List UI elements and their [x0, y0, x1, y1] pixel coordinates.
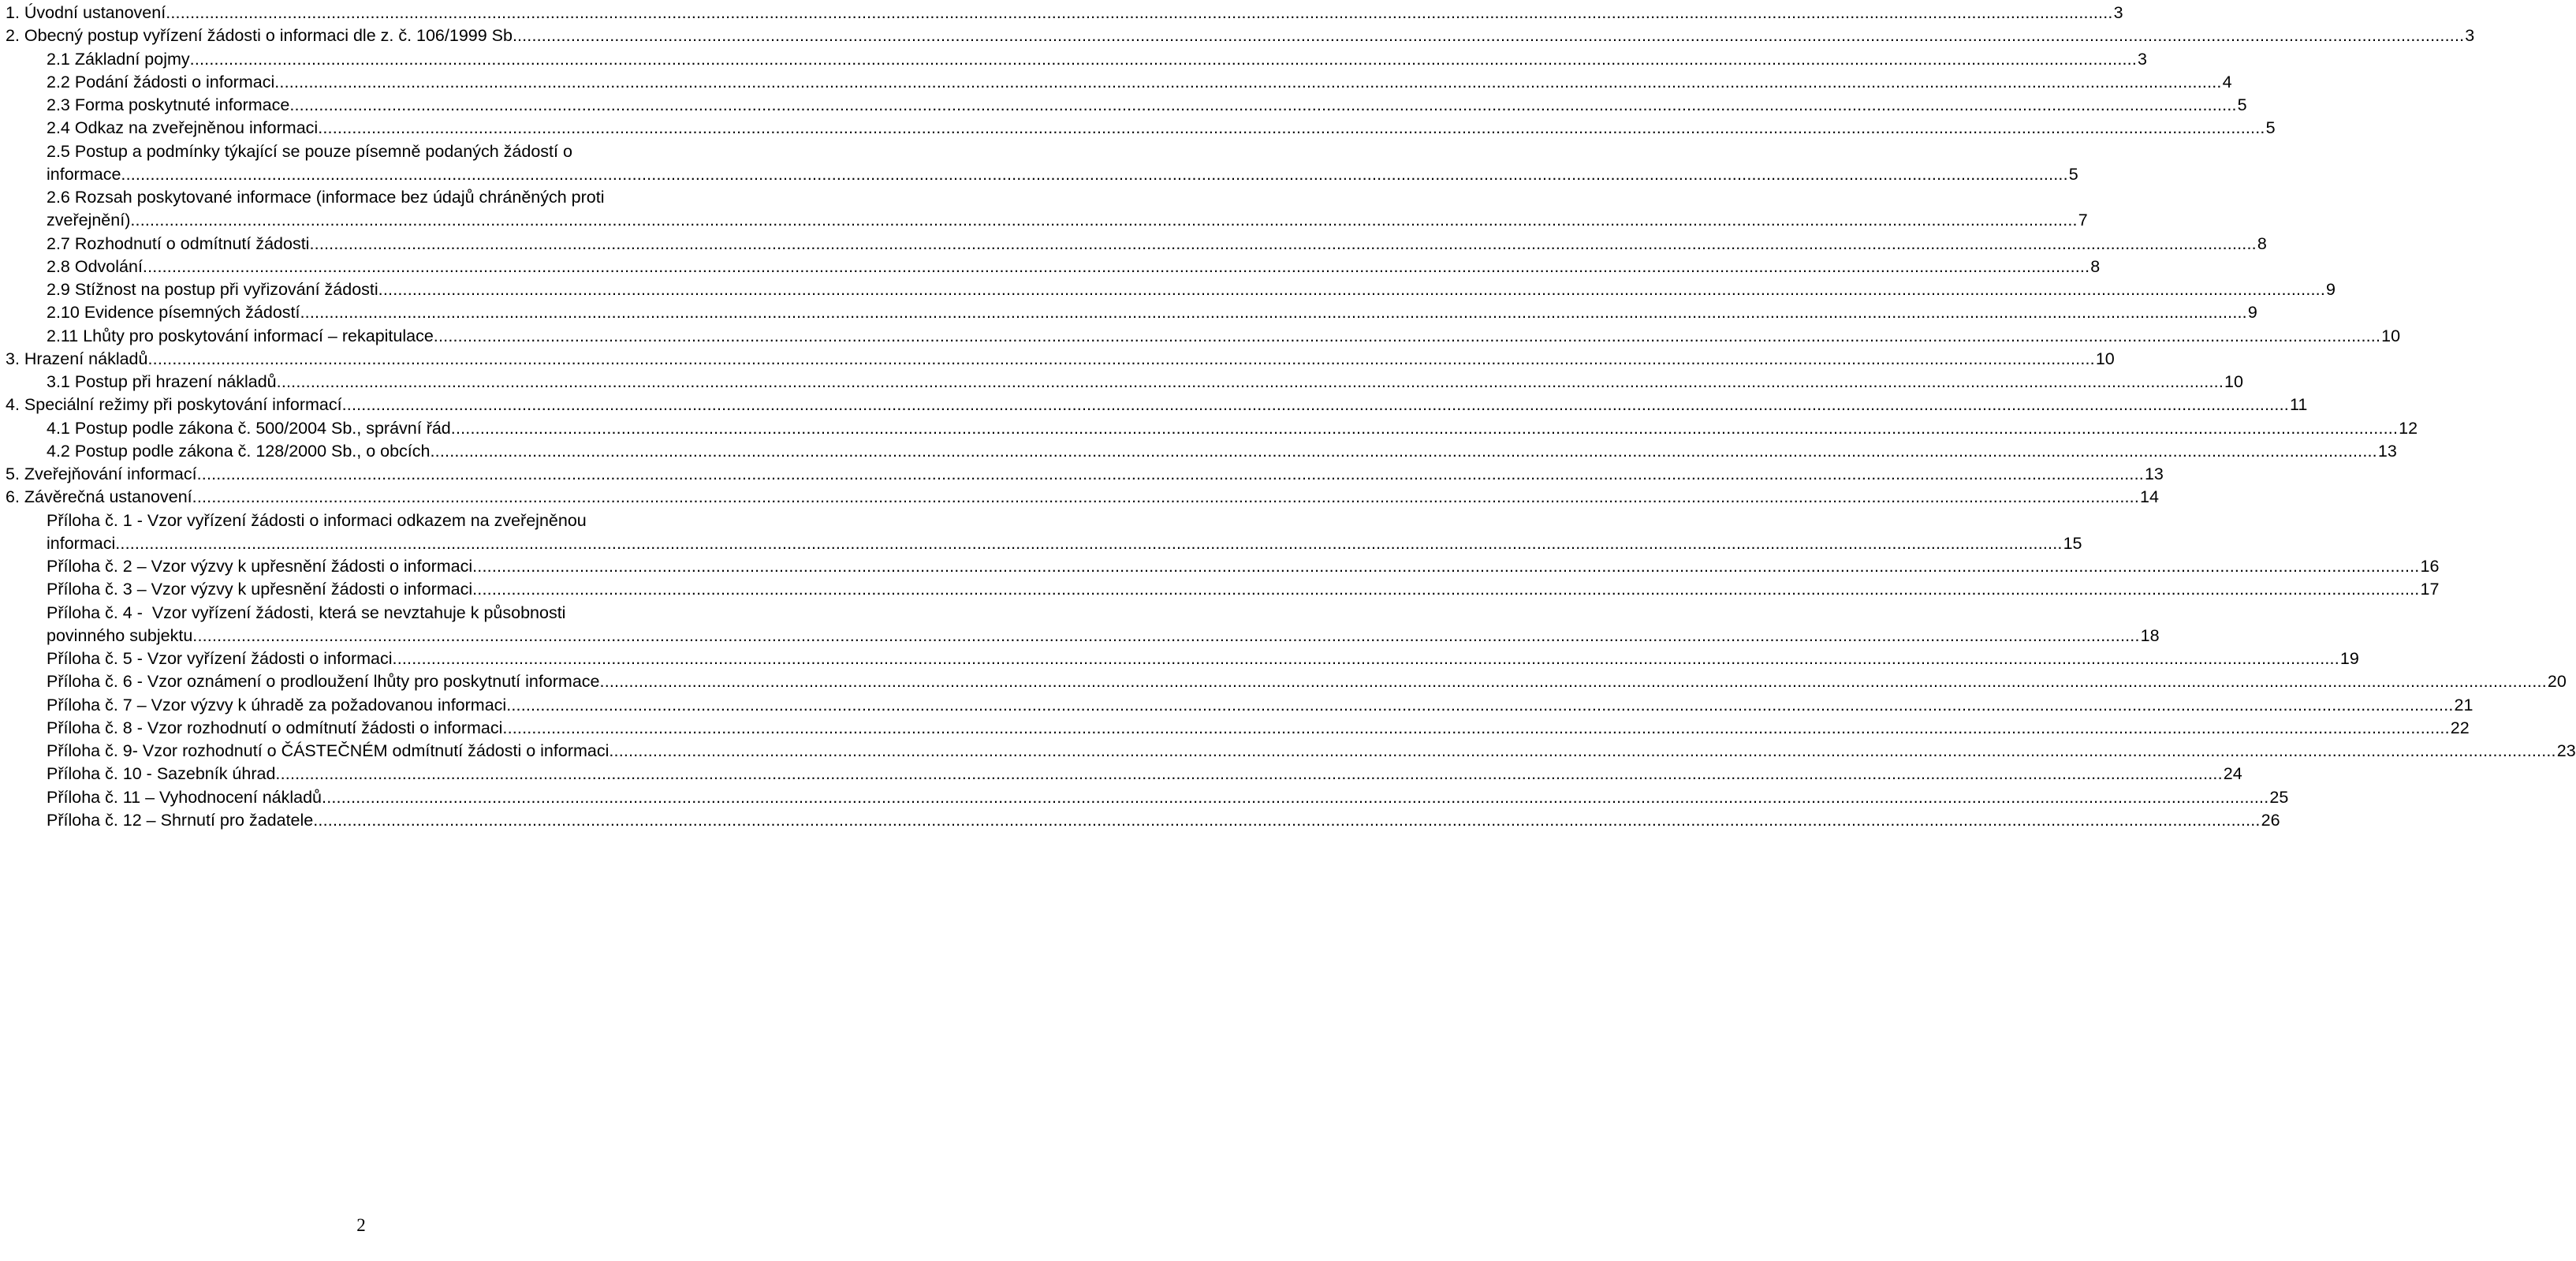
toc-entry-title: Příloha č. 3 – Vzor výzvy k upřesnění žádosti o informaci — [47, 580, 473, 599]
toc-page-number: 3 — [2465, 26, 2475, 46]
toc-entry-first-line: 2.6 Rozsah poskytované informace (informace bez údajů chráněných proti — [47, 188, 605, 207]
toc-entry[interactable] — [47, 578, 2440, 601]
toc-entry[interactable] — [47, 809, 2280, 832]
toc-dot-leader: ................................................................................................................................................................................................................................................................................................................................................................................................................ — [274, 72, 2222, 91]
toc-dot-leader: ................................................................................................................................................................................................................................................................................................................................................................................................................ — [502, 718, 2450, 737]
toc-entry-title: Příloha č. 10 - Sazebník úhrad — [47, 764, 276, 784]
toc-dot-leader: ................................................................................................................................................................................................................................................................................................................................................................................................................ — [300, 303, 2247, 323]
toc-entry[interactable] — [47, 740, 2576, 763]
toc-entry[interactable] — [47, 256, 2101, 278]
toc-entry[interactable] — [47, 532, 2082, 555]
toc-dot-leader: ................................................................................................................................................................................................................................................................................................................................................................................................................ — [506, 695, 2454, 714]
toc-entry-title: 2.3 Forma poskytnuté informace — [47, 95, 290, 114]
toc-dot-leader: ................................................................................................................................................................................................................................................................................................................................................................................................................ — [309, 233, 2257, 253]
toc-entry[interactable] — [47, 440, 2397, 463]
toc-page-number: 21 — [2454, 695, 2473, 714]
toc-entry[interactable] — [47, 209, 2088, 232]
toc-entry-title: 2.4 Odkaz na zveřejněnou informaci — [47, 118, 319, 138]
toc-entry-title: 4.1 Postup podle zákona č. 500/2004 Sb., správní řád — [47, 418, 451, 438]
toc-entry-title: 2. Obecný postup vyřízení žádosti o informaci dle z. č. 106/1999 Sb. — [6, 26, 517, 46]
toc-dot-leader: ................................................................................................................................................................................................................................................................................................................................................................................................................ — [121, 164, 2068, 184]
toc-entry[interactable] — [47, 48, 2147, 71]
toc-entry[interactable] — [47, 163, 2078, 186]
page-number: 2 — [356, 1215, 366, 1235]
toc-dot-leader: ................................................................................................................................................................................................................................................................................................................................................................................................................ — [276, 372, 2224, 391]
toc-entry[interactable] — [6, 348, 2115, 371]
toc-page-number: 8 — [2257, 233, 2267, 253]
toc-dot-leader: ................................................................................................................................................................................................................................................................................................................................................................................................................ — [433, 326, 2381, 345]
toc-entry[interactable] — [6, 394, 2308, 416]
toc-entry[interactable] — [47, 325, 2401, 348]
toc-dot-leader: ................................................................................................................................................................................................................................................................................................................................................................................................................ — [115, 533, 2063, 553]
toc-entry-title: 2.7 Rozhodnutí o odmítnutí žádosti — [47, 233, 310, 253]
toc-page-number: 24 — [2223, 764, 2242, 784]
toc-entry-title: Příloha č. 12 – Shrnutí pro žadatele — [47, 810, 314, 830]
toc-page-number: 7 — [2078, 211, 2088, 230]
toc-entry[interactable] — [47, 786, 2289, 809]
toc-entry[interactable] — [6, 486, 2159, 509]
toc-page-number: 9 — [2247, 303, 2257, 323]
toc-entry[interactable] — [47, 625, 2160, 647]
toc-page-number: 10 — [2224, 372, 2243, 391]
toc-dot-leader: ................................................................................................................................................................................................................................................................................................................................................................................................................ — [430, 441, 2377, 461]
toc-entry[interactable] — [6, 24, 2475, 47]
toc-entry[interactable] — [47, 417, 2418, 440]
toc-dot-leader: ................................................................................................................................................................................................................................................................................................................................................................................................................ — [318, 118, 2265, 138]
toc-entry-first-line: Příloha č. 1 - Vzor vyřízení žádosti o informaci odkazem na zveřejněnou — [47, 510, 587, 530]
toc-page-number: 22 — [2450, 718, 2470, 737]
toc-dot-leader: ................................................................................................................................................................................................................................................................................................................................................................................................................ — [147, 349, 2095, 368]
toc-entry[interactable] — [47, 717, 2470, 740]
toc-entry-title: 4.2 Postup podle zákona č. 128/2000 Sb., o obcích — [47, 441, 431, 461]
toc-dot-leader: ................................................................................................................................................................................................................................................................................................................................................................................................................ — [166, 3, 2113, 22]
toc-page-number: 9 — [2326, 280, 2336, 299]
toc-entry-first-line: 2.5 Postup a podmínky týkající se pouze písemně podaných žádostí o — [47, 141, 572, 161]
toc-dot-leader: ................................................................................................................................................................................................................................................................................................................................................................................................................ — [130, 211, 2078, 230]
toc-entry-title: 2.9 Stížnost na postup při vyřizování žádosti — [47, 280, 378, 299]
toc-dot-leader: ................................................................................................................................................................................................................................................................................................................................................................................................................ — [196, 464, 2144, 483]
toc-dot-leader: ................................................................................................................................................................................................................................................................................................................................................................................................................ — [189, 49, 2138, 69]
toc-entry[interactable] — [47, 647, 2359, 670]
toc-dot-leader: ................................................................................................................................................................................................................................................................................................................................................................................................................ — [275, 764, 2223, 784]
toc-page-number: 16 — [2420, 557, 2440, 576]
toc-page-number: 5 — [2237, 95, 2247, 114]
toc-entry[interactable] — [47, 117, 2276, 140]
toc-page-number: 13 — [2144, 464, 2164, 483]
toc-dot-leader: ................................................................................................................................................................................................................................................................................................................................................................................................................ — [516, 26, 2465, 46]
toc-page-number: 23 — [2556, 741, 2576, 760]
toc-page-number: 20 — [2547, 672, 2567, 692]
toc-page-number: 5 — [2265, 118, 2276, 138]
toc-entry[interactable] — [47, 71, 2232, 94]
toc-entry[interactable] — [47, 278, 2336, 301]
toc-entry-title: 2.1 Základní pojmy — [47, 49, 190, 69]
toc-page-number: 5 — [2068, 164, 2078, 184]
toc-dot-leader: ................................................................................................................................................................................................................................................................................................................................................................................................................ — [378, 280, 2326, 299]
toc-page-number: 26 — [2261, 810, 2280, 830]
toc-entry[interactable] — [6, 2, 2123, 24]
toc-entry-title: Příloha č. 9- Vzor rozhodnutí o ČÁSTEČNÉM odmítnutí žádosti o informaci — [47, 741, 610, 760]
toc-page-number: 3 — [2138, 49, 2147, 69]
toc-entry-title: 1. Úvodní ustanovení — [6, 3, 166, 22]
toc-entry-title: Příloha č. 2 – Vzor výzvy k upřesnění žádosti o informaci — [47, 557, 473, 576]
toc-page-number: 25 — [2269, 787, 2289, 807]
toc-page-number: 14 — [2140, 487, 2159, 507]
toc-page-number: 15 — [2063, 533, 2082, 553]
toc-page-number: 12 — [2399, 418, 2418, 438]
toc-dot-leader: ................................................................................................................................................................................................................................................................................................................................................................................................................ — [599, 672, 2547, 692]
toc-dot-leader: ................................................................................................................................................................................................................................................................................................................................................................................................................ — [289, 95, 2237, 114]
toc-dot-leader: ................................................................................................................................................................................................................................................................................................................................................................................................................ — [450, 418, 2399, 438]
toc-entry-title: 6. Závěrečná ustanovení — [6, 487, 192, 507]
toc-entry[interactable] — [47, 763, 2242, 785]
toc-page-number: 17 — [2420, 580, 2440, 599]
toc-entry[interactable] — [47, 233, 2267, 256]
toc-entry-first-line: Příloha č. 4 - Vzor vyřízení žádosti, která se nevztahuje k působnosti — [47, 603, 566, 622]
toc-entry-title: 2.8 Odvolání — [47, 256, 143, 276]
toc-entry-title: 4. Speciální režimy při poskytování informací — [6, 395, 342, 415]
toc-page-number: 10 — [2381, 326, 2401, 345]
toc-page-number: 10 — [2095, 349, 2115, 368]
toc-entry-title: povinného subjektu — [47, 625, 193, 645]
toc-dot-leader: ................................................................................................................................................................................................................................................................................................................................................................................................................ — [472, 557, 2420, 576]
toc-dot-leader: ................................................................................................................................................................................................................................................................................................................................................................................................................ — [313, 810, 2261, 830]
toc-entry-title: informaci — [47, 533, 116, 553]
toc-dot-leader: ................................................................................................................................................................................................................................................................................................................................................................................................................ — [192, 625, 2140, 645]
toc-dot-leader: ................................................................................................................................................................................................................................................................................................................................................................................................................ — [192, 487, 2140, 507]
toc-entry-title: 3. Hrazení nákladů — [6, 349, 148, 368]
toc-dot-leader: ................................................................................................................................................................................................................................................................................................................................................................................................................ — [142, 256, 2090, 276]
toc-entry-title: informace — [47, 164, 121, 184]
toc-dot-leader: ................................................................................................................................................................................................................................................................................................................................................................................................................ — [341, 395, 2289, 415]
toc-page-number: 4 — [2222, 72, 2232, 91]
toc-entry-title: 3.1 Postup při hrazení nákladů — [47, 372, 277, 391]
toc-entry-title: 5. Zveřejňování informací — [6, 464, 197, 483]
toc-page-number: 13 — [2377, 441, 2397, 461]
toc-entry[interactable] — [6, 463, 2164, 486]
toc-entry[interactable] — [47, 371, 2243, 394]
toc-dot-leader: ................................................................................................................................................................................................................................................................................................................................................................................................................ — [322, 787, 2269, 807]
toc-entry[interactable] — [47, 694, 2473, 717]
toc-entry-title: Příloha č. 5 - Vzor vyřízení žádosti o informaci — [47, 649, 393, 668]
toc-entry[interactable] — [47, 670, 2567, 693]
toc-entry-title: 2.2 Podání žádosti o informaci — [47, 72, 275, 91]
toc-entry[interactable] — [47, 555, 2440, 578]
toc-page-number: 11 — [2289, 395, 2308, 415]
toc-entry-title: 2.11 Lhůty pro poskytování informací – rekapitulace — [47, 326, 434, 345]
toc-entry-title: Příloha č. 11 – Vyhodnocení nákladů — [47, 787, 322, 807]
toc-entry-title: Příloha č. 8 - Vzor rozhodnutí o odmítnutí žádosti o informaci — [47, 718, 503, 737]
toc-entry[interactable] — [47, 301, 2257, 324]
toc-page-number: 8 — [2090, 256, 2101, 276]
toc-page-number: 3 — [2113, 3, 2123, 22]
toc-page-number: 19 — [2339, 649, 2359, 668]
toc-entry-title: Příloha č. 7 – Vzor výzvy k úhradě za požadovanou informaci — [47, 695, 507, 714]
toc-entry-title: Příloha č. 6 - Vzor oznámení o prodloužení lhůty pro poskytnutí informace — [47, 672, 600, 692]
toc-entry-title: 2.10 Evidence písemných žádostí — [47, 303, 300, 323]
toc-entry-title: zveřejnění) — [47, 211, 131, 230]
toc-page-number: 18 — [2140, 625, 2160, 645]
toc-dot-leader: ................................................................................................................................................................................................................................................................................................................................................................................................................ — [392, 649, 2339, 668]
toc-entry[interactable] — [47, 94, 2247, 117]
toc-dot-leader: ................................................................................................................................................................................................................................................................................................................................................................................................................ — [609, 741, 2556, 760]
toc-dot-leader: ................................................................................................................................................................................................................................................................................................................................................................................................................ — [472, 580, 2420, 599]
